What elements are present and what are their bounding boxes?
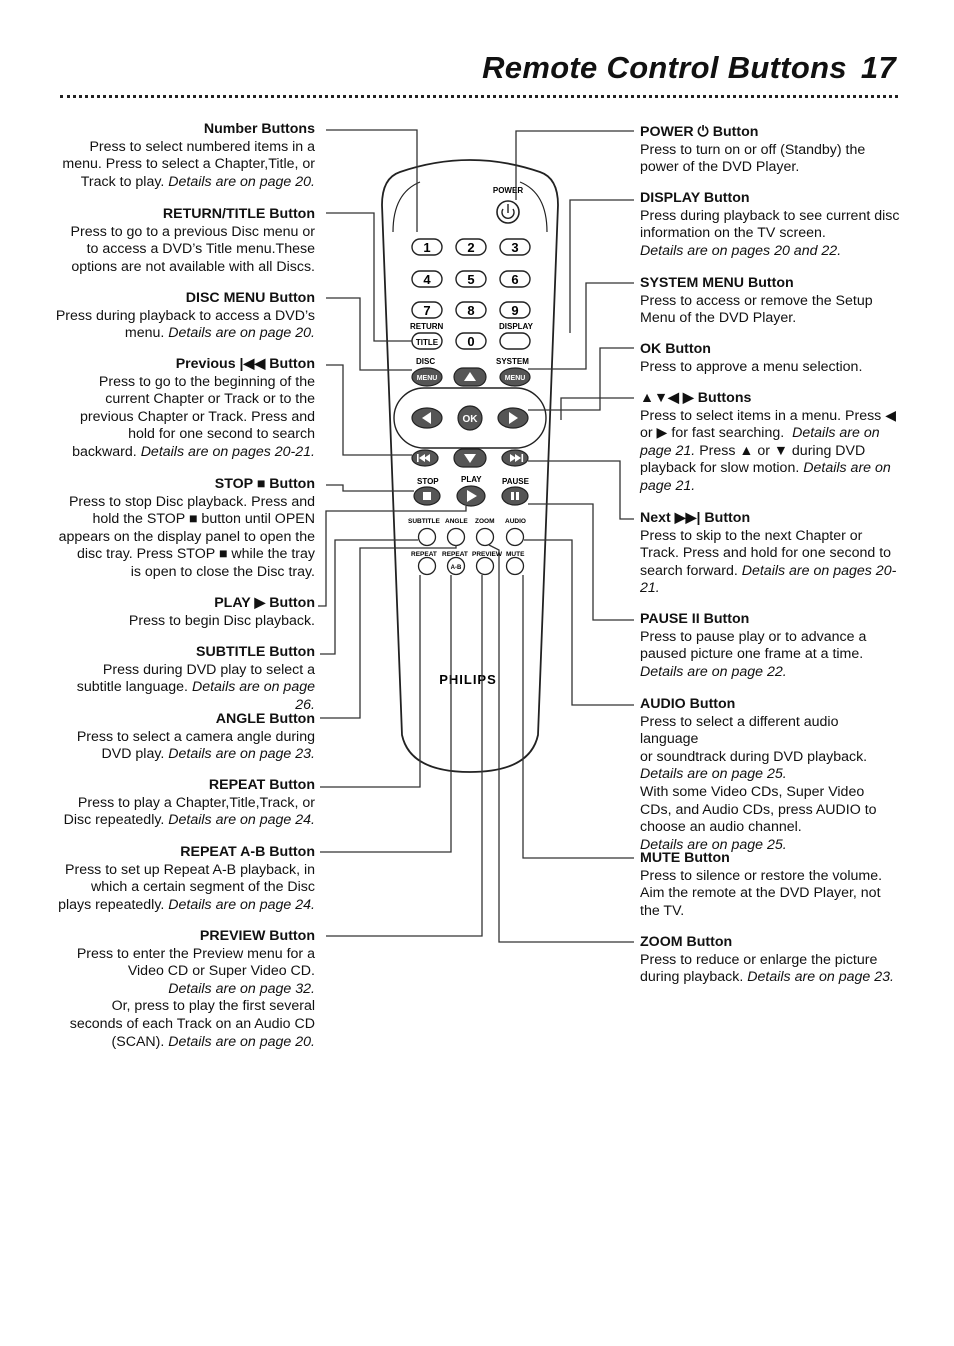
remote-repeat-ab-label: REPEAT [442, 551, 468, 558]
remote-angle-button [448, 529, 465, 546]
remote-digit-label: 9 [511, 303, 519, 318]
page-number: 17 [860, 50, 896, 85]
remote-ab-text: A-B [450, 565, 462, 571]
desc-return-title: RETURN/TITLE Button Press to go to a previous Disc menu or to access a DVD’s Title menu.These options are not available with all Discs. [70, 206, 315, 275]
remote-digit-label: 8 [467, 303, 475, 318]
desc-next: Next ▶▶| Button Press to skip to the next Chapter or Track. Press and hold for one second to search forward. Details are on pages 20- 21. [640, 510, 897, 597]
remote-digit-label: 7 [423, 303, 431, 318]
remote-mute-label: MUTE [506, 551, 525, 558]
desc-power: POWER ⏻ Button Press to turn on or off (Standby) the power of the DVD Player. [640, 124, 866, 176]
remote-repeat-button [419, 558, 436, 575]
remote-subtitle-button [419, 529, 436, 546]
remote-digit-label: 6 [511, 272, 519, 287]
remote-subtitle-label: SUBTITLE [408, 518, 440, 525]
remote-display-label: DISPLAY [499, 322, 533, 331]
remote-play-label: PLAY [461, 475, 482, 484]
remote-disc-menu-text: MENU [416, 375, 438, 382]
desc-previous: Previous |◀◀ Button Press to go to the beginning of the current Chapter or Track or to the previous Chapter or Track. Press and hold for one second to search backward. Details are on pages 20-21. [72, 356, 315, 460]
remote-mute-button [507, 558, 524, 575]
remote-digit-label: 1 [423, 240, 431, 255]
desc-audio: AUDIO Button Press to select a different audio language or soundtrack during DVD playback. Details are on page 25. With some Video CDs, Super Video CDs, and Audio CDs, press AUDIO to choose an audio channel. Details are on page 25. [640, 696, 877, 853]
desc-zoom: ZOOM Button Press to reduce or enlarge the picture during playback. Details are on page 23. [640, 934, 894, 986]
desc-stop: STOP ■ Button Press to stop Disc playback. Press and hold the STOP ■ button until OPEN appears on the display panel to open the disc tray. Press STOP ■ while the tray is open to close the Disc tray. [58, 476, 315, 580]
remote-power-label: POWER [492, 186, 524, 195]
desc-system-menu: SYSTEM MENU Button Press to access or remove the Setup Menu of the DVD Player. [640, 275, 873, 327]
desc-arrow-buttons: ▲▼◀ ▶ Buttons Press to select items in a menu. Press ◀ or ▶ for fast searching. Details are on page 21. Press ▲ or ▼ during DVD playback for slow motion. Details are on page 21. [640, 390, 897, 494]
remote-repeat-label: REPEAT [411, 551, 437, 558]
desc-disc-menu: DISC MENU Button Press during playback to access a DVD’s menu. Details are on page 20. [55, 290, 315, 342]
remote-pause-button [502, 487, 528, 505]
remote-brand-logo: PHILIPS [439, 672, 497, 687]
remote-digit-label: 3 [511, 240, 519, 255]
remote-audio-button [507, 529, 524, 546]
desc-angle: ANGLE Button Press to select a camera angle during DVD play. Details are on page 23. [76, 711, 315, 763]
page-title: Remote Control Buttons 17 [482, 50, 896, 85]
desc-play: PLAY ▶ Button Press to begin Disc playback. [128, 595, 315, 629]
remote-angle-label: ANGLE [445, 518, 468, 525]
desc-number-buttons: Number Buttons Press to select numbered items in a menu. Press to select a Chapter,Title, or Track to play. Details are on page 20. [62, 121, 315, 190]
remote-digit-label: 4 [423, 272, 431, 287]
remote-title-label: TITLE [415, 338, 439, 347]
remote-preview-button [477, 558, 494, 575]
remote-digit-label: 2 [467, 240, 475, 255]
remote-pause-label: PAUSE [502, 477, 529, 486]
desc-pause: PAUSE II Button Press to pause play or to advance a paused picture one frame at a time. Details are on page 22. [640, 611, 867, 680]
remote-stop-label: STOP [417, 477, 439, 486]
desc-preview: PREVIEW Button Press to enter the Preview menu for a Video CD or Super Video CD. Details are on page 32. Or, press to play the first several seconds of each Track on an Audio CD (SCAN). Details are on page 20. [69, 928, 315, 1050]
desc-repeat-ab: REPEAT A-B Button Press to set up Repeat A-B playback, in which a certain segment of the Disc plays repeatedly. Details are on page 24. [58, 844, 315, 913]
remote-digit-label: 0 [467, 334, 475, 349]
remote-system-menu-text: MENU [504, 375, 526, 382]
remote-return-label: RETURN [410, 322, 444, 331]
remote-system-label: SYSTEM [496, 357, 529, 366]
remote-ok-label: OK [462, 414, 478, 425]
desc-display: DISPLAY Button Press during playback to see current disc information on the TV screen. Details are on pages 20 and 22. [640, 190, 900, 259]
desc-repeat: REPEAT Button Press to play a Chapter,Title,Track, or Disc repeatedly. Details are on page 24. [63, 777, 315, 829]
remote-zoom-button [477, 529, 494, 546]
desc-ok: OK Button Press to approve a menu selection. [640, 341, 863, 375]
remote-display-button [500, 333, 530, 349]
remote-audio-label: AUDIO [505, 518, 526, 525]
remote-preview-label: PREVIEW [472, 551, 502, 558]
remote-zoom-label: ZOOM [475, 518, 495, 525]
desc-mute: MUTE Button Press to silence or restore the volume. Aim the remote at the DVD Player, not the TV. [640, 850, 883, 919]
desc-subtitle: SUBTITLE Button Press during DVD play to select a subtitle language. Details are on page 26. [76, 644, 315, 713]
remote-digit-label: 5 [467, 272, 475, 287]
remote-disc-label: DISC [416, 357, 436, 366]
